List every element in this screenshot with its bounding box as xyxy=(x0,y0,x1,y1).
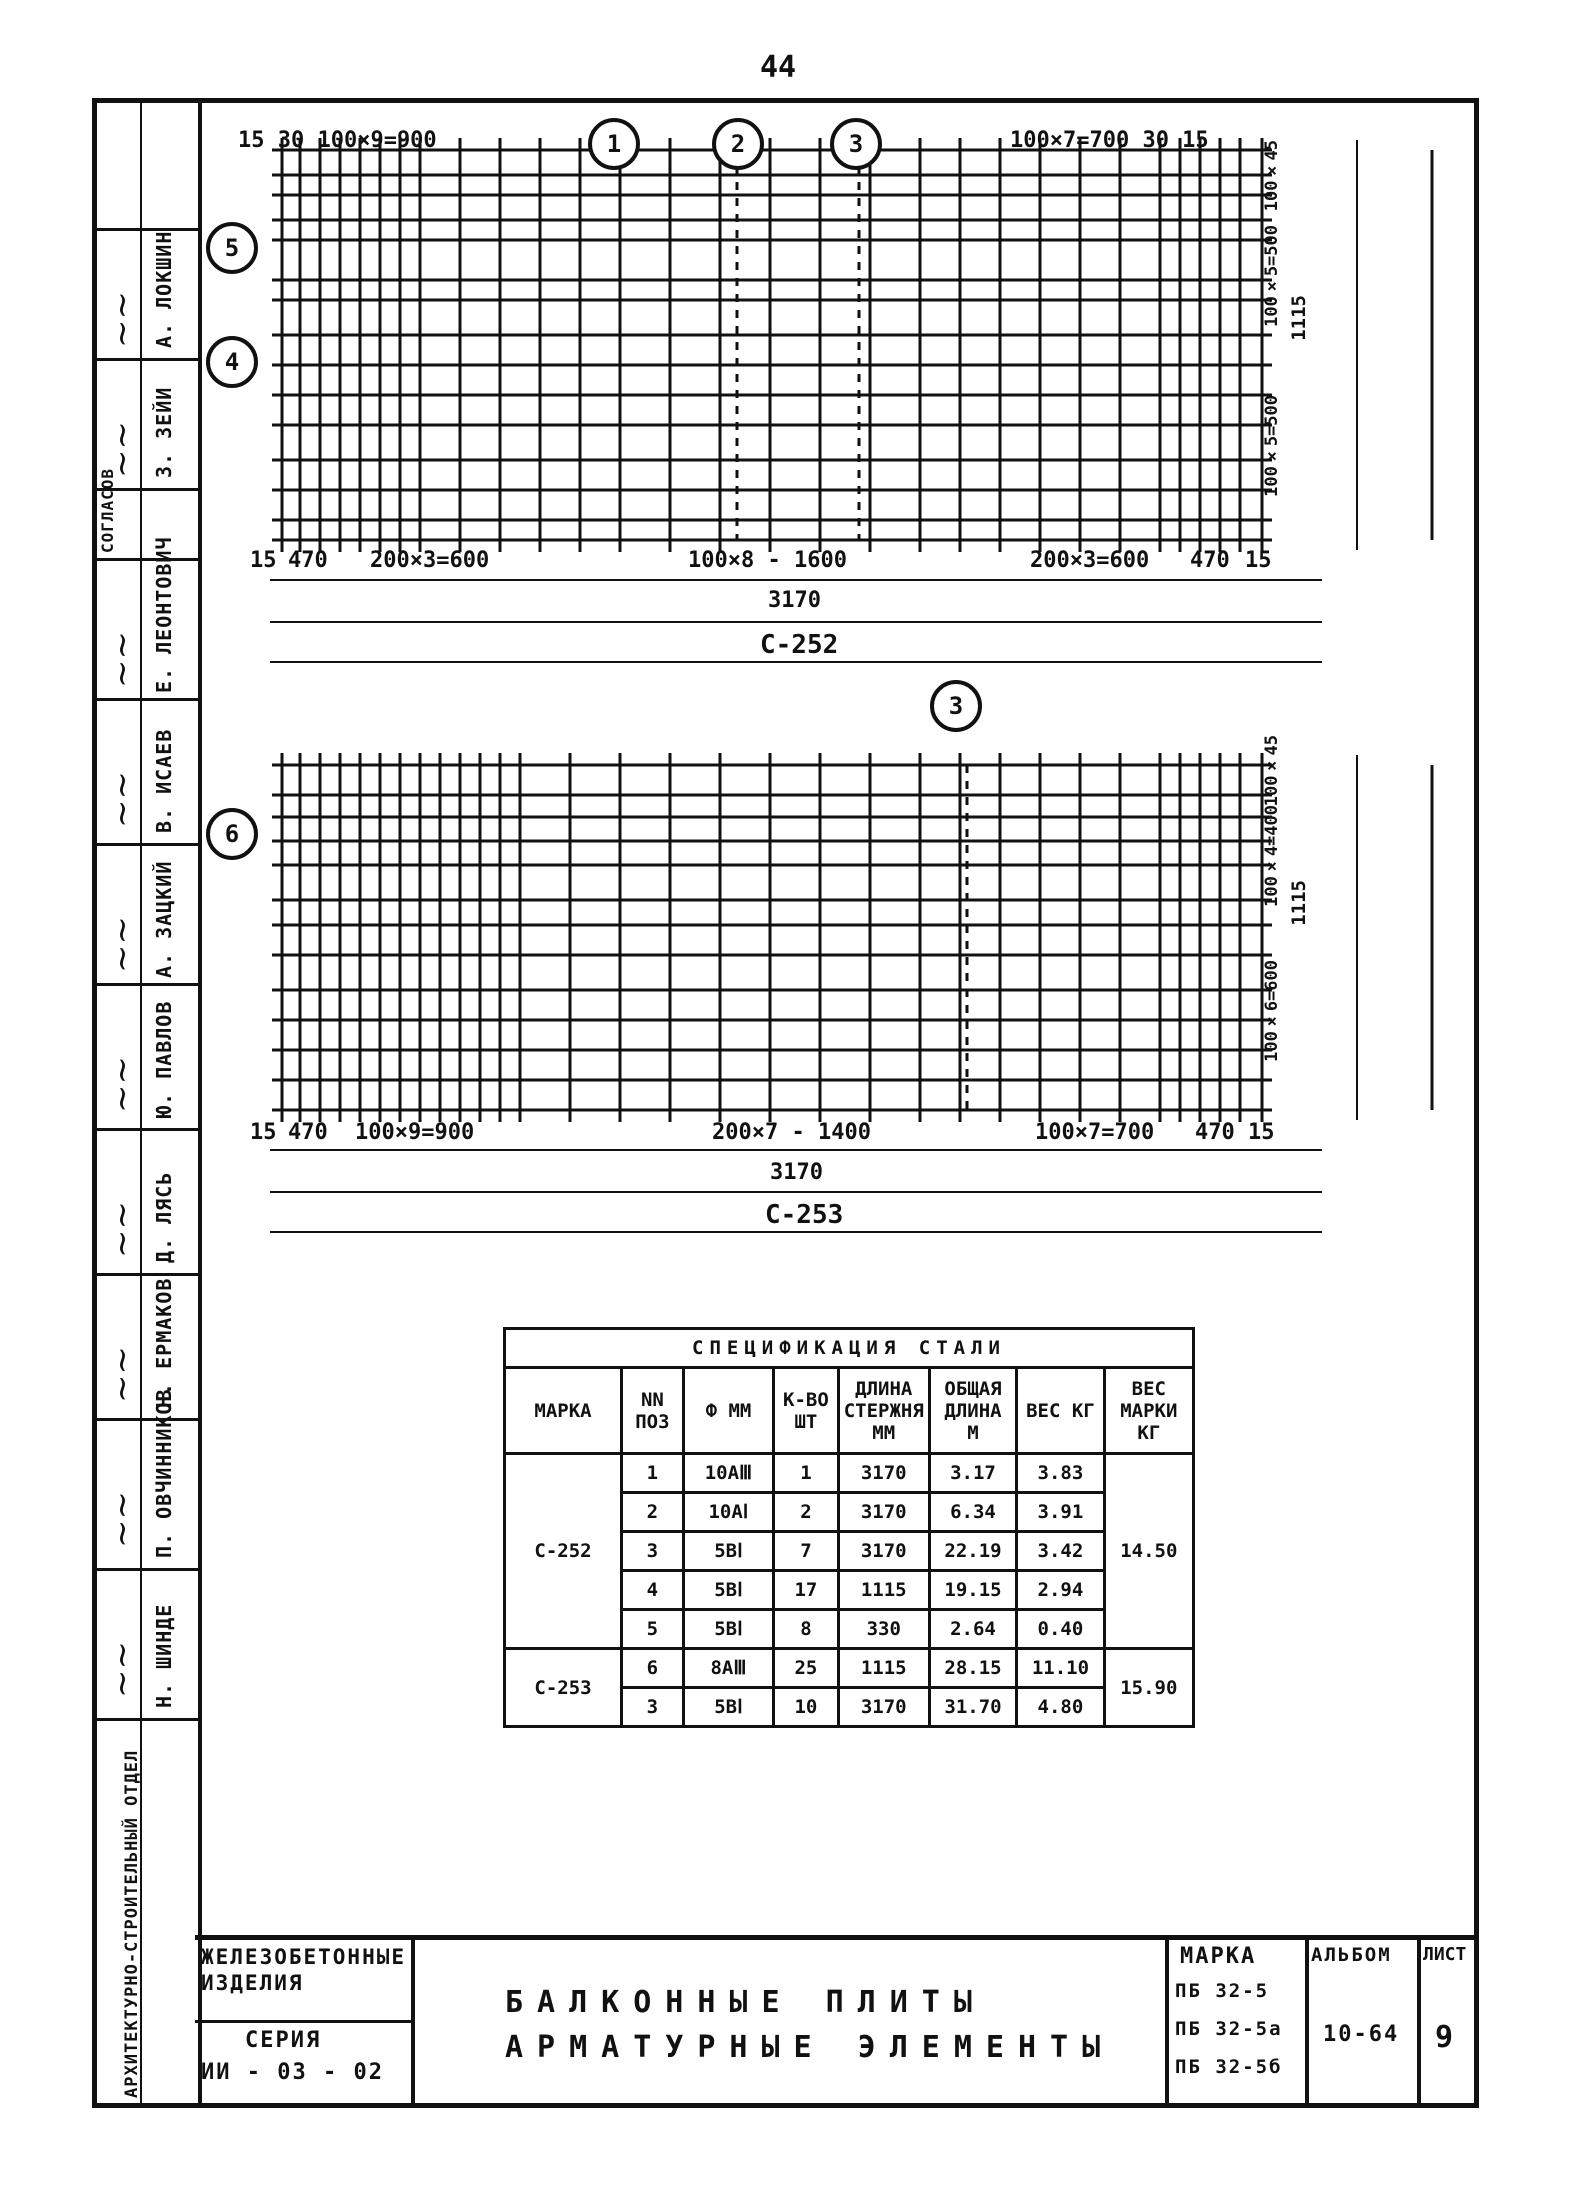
grid1-right-dim-top: 100×45 xyxy=(1262,140,1282,212)
grid2-right-dim-mid: 100×4=400 xyxy=(1262,805,1282,907)
series-label: СЕРИЯ xyxy=(245,2028,322,2053)
divider xyxy=(1305,1940,1309,2108)
grid2-total: 3170 xyxy=(770,1160,823,1185)
marka-value: ПБ 32-5б xyxy=(1175,2056,1283,2078)
callout-3b: 3 xyxy=(930,680,982,732)
cell: 10АⅠ xyxy=(683,1493,773,1532)
album-value: 10-64 xyxy=(1323,2022,1400,2047)
marka-label: МАРКА xyxy=(1180,1944,1257,1969)
cell: 1115 xyxy=(838,1571,929,1610)
stamp-row-line xyxy=(92,228,202,231)
cell: 8АⅢ xyxy=(683,1649,773,1688)
org-stamp: АРХИТЕКТУРНО-СТРОИТЕЛЬНЫЙ ОТДЕЛ xyxy=(122,1749,142,2098)
cell: 2.94 xyxy=(1017,1571,1104,1610)
marka-value: ПБ 32-5 xyxy=(1175,1980,1270,2002)
cell: 3.17 xyxy=(929,1454,1016,1493)
signature: ~~ xyxy=(102,291,142,348)
cell: 5ВⅠ xyxy=(683,1571,773,1610)
cell: 7 xyxy=(774,1532,839,1571)
cell: 6 xyxy=(622,1649,684,1688)
spec-mark: С-253 xyxy=(505,1649,622,1727)
cell: 3.91 xyxy=(1017,1493,1104,1532)
grid1-dim-d: 100×8 - 1600 xyxy=(688,548,847,573)
cell: 3170 xyxy=(838,1493,929,1532)
grid1-mark: С-252 xyxy=(760,630,839,660)
marka-value: ПБ 32-5а xyxy=(1175,2018,1283,2040)
cell: 5ВⅠ xyxy=(683,1688,773,1727)
stamp-name: П. ОВЧИННИКОВ xyxy=(152,1388,176,1558)
grid1-dim-a: 15 xyxy=(250,548,277,573)
cell: 5ВⅠ xyxy=(683,1610,773,1649)
series-divider xyxy=(195,2020,411,2023)
signature: ~~ xyxy=(102,1641,142,1698)
approval-stamp-column xyxy=(92,98,202,2108)
cell: 6.34 xyxy=(929,1493,1016,1532)
grid2-mark: С-253 xyxy=(765,1200,844,1230)
grid1-dim-f: 470 xyxy=(1190,548,1230,573)
cell: 19.15 xyxy=(929,1571,1016,1610)
cell: 8 xyxy=(774,1610,839,1649)
cell: 3.42 xyxy=(1017,1532,1104,1571)
stamp-row-line xyxy=(92,358,202,361)
cell: 3170 xyxy=(838,1532,929,1571)
callout-4: 4 xyxy=(206,336,258,388)
grid1-top-dim-left: 15 30 100×9=900 xyxy=(238,128,437,153)
signature: ~~ xyxy=(102,1056,142,1113)
grid1-right-dim-mid: 100×5=500 xyxy=(1262,225,1282,327)
divider xyxy=(1165,1940,1169,2108)
grid1-dim-c: 200×3=600 xyxy=(370,548,490,573)
grid1-right-dim-low: 100×5=500 xyxy=(1262,395,1282,497)
signature: ~~ xyxy=(102,1491,142,1548)
stamp-row-line xyxy=(92,843,202,846)
stamp-name: Д. ЛЯСЬ xyxy=(152,1171,176,1263)
grid1-top-dim-right: 100×7=700 30 15 xyxy=(1010,128,1209,153)
cell: 1 xyxy=(774,1454,839,1493)
cell: 4 xyxy=(622,1571,684,1610)
stamp-row-line xyxy=(92,698,202,701)
spec-title: СПЕЦИФИКАЦИЯ СТАЛИ xyxy=(505,1329,1194,1368)
spec-header: МАРКА xyxy=(505,1368,622,1454)
stamp-name: Е. ЛЕОНТОВИЧ xyxy=(152,536,176,693)
stamp-name: А. ЗАЦКИЙ xyxy=(152,860,176,978)
table-row xyxy=(505,1649,1194,1688)
grid1-dim-b: 470 xyxy=(288,548,328,573)
table-row xyxy=(505,1454,1194,1493)
stamp-name: В. ИСАЕВ xyxy=(152,728,176,833)
cell: 22.19 xyxy=(929,1532,1016,1571)
callout-2: 2 xyxy=(712,118,764,170)
title-line-1: БАЛКОННЫЕ ПЛИТЫ xyxy=(505,1985,986,2020)
grid2-right-dim-low: 100×6=600 xyxy=(1262,960,1282,1062)
signature: ~~ xyxy=(102,421,142,478)
page-number: 44 xyxy=(760,50,797,85)
grid1-dim-e: 200×3=600 xyxy=(1030,548,1150,573)
cell: 3.83 xyxy=(1017,1454,1104,1493)
stamp-name: Н. ЕРМАКОВ xyxy=(152,1277,176,1408)
series-value: ИИ - 03 - 02 xyxy=(201,2060,384,2085)
cell: 5ВⅠ xyxy=(683,1532,773,1571)
cell: 1115 xyxy=(838,1649,929,1688)
stamp-name: З. ЗЕЙИ xyxy=(152,386,176,478)
signature: ~~ xyxy=(102,1201,142,1258)
stamp-row-line xyxy=(92,1568,202,1571)
stamp-name: А. ЛОКШИН xyxy=(152,230,176,348)
callout-3: 3 xyxy=(830,118,882,170)
spec-header: ВЕС МАРКИ КГ xyxy=(1104,1368,1193,1454)
stamp-row-line xyxy=(92,1273,202,1276)
cell: 25 xyxy=(774,1649,839,1688)
grid2-right-dim-top: 100×45 xyxy=(1262,735,1282,807)
spec-header: NN ПОЗ xyxy=(622,1368,684,1454)
callout-5: 5 xyxy=(206,222,258,274)
cell: 28.15 xyxy=(929,1649,1016,1688)
stamp-row-line xyxy=(92,558,202,561)
cell: 31.70 xyxy=(929,1688,1016,1727)
stamp-name: Ю. ПАВЛОВ xyxy=(152,1000,176,1118)
stamp-row-line xyxy=(92,1418,202,1421)
grid2-right-dim-sub: 1115 xyxy=(1288,880,1310,926)
spec-header: Ф ММ xyxy=(683,1368,773,1454)
cell: 2 xyxy=(774,1493,839,1532)
cell: 3170 xyxy=(838,1688,929,1727)
signature: ~~ xyxy=(102,771,142,828)
grid2-dim-g: 15 xyxy=(1248,1120,1275,1145)
grid1-right-dim-sub: 1115 xyxy=(1288,295,1310,341)
grid2-dim-d: 200×7 - 1400 xyxy=(712,1120,871,1145)
grid1-dim-g: 15 xyxy=(1245,548,1272,573)
grid2-dim-a: 15 xyxy=(250,1120,277,1145)
callout-1: 1 xyxy=(588,118,640,170)
spec-mark-weight: 14.50 xyxy=(1104,1454,1193,1649)
signature: ~~ xyxy=(102,631,142,688)
sheet-value: 9 xyxy=(1435,2020,1456,2055)
cell: 3170 xyxy=(838,1454,929,1493)
spec-header: ОБЩАЯ ДЛИНА М xyxy=(929,1368,1016,1454)
cell: 5 xyxy=(622,1610,684,1649)
album-label: АЛЬБОМ xyxy=(1311,1944,1392,1966)
cell: 3 xyxy=(622,1688,684,1727)
cell: 2.64 xyxy=(929,1610,1016,1649)
grid1-total: 3170 xyxy=(768,588,821,613)
cell: 10АⅢ xyxy=(683,1454,773,1493)
cell: 2 xyxy=(622,1493,684,1532)
cell: 1 xyxy=(622,1454,684,1493)
steel-specification-table xyxy=(503,1327,1195,1728)
cell: 17 xyxy=(774,1571,839,1610)
grid2-dim-b: 470 xyxy=(288,1120,328,1145)
stamp-row-line xyxy=(92,1128,202,1131)
cell: 4.80 xyxy=(1017,1688,1104,1727)
title-block xyxy=(195,1935,1479,2108)
cell: 0.40 xyxy=(1017,1610,1104,1649)
divider xyxy=(1417,1940,1421,2108)
grid2-dim-c: 100×9=900 xyxy=(355,1120,475,1145)
stamp-row-line xyxy=(92,983,202,986)
spec-mark: С-252 xyxy=(505,1454,622,1649)
grid2-dim-e: 100×7=700 xyxy=(1035,1120,1155,1145)
grid2-dim-f: 470 xyxy=(1195,1120,1235,1145)
cell: 330 xyxy=(838,1610,929,1649)
spec-header: К-ВО ШТ xyxy=(774,1368,839,1454)
cell: 10 xyxy=(774,1688,839,1727)
spec-mark-weight: 15.90 xyxy=(1104,1649,1193,1727)
cell: 3 xyxy=(622,1532,684,1571)
signature: ~~ xyxy=(102,916,142,973)
signature: ~~ xyxy=(102,1346,142,1403)
stamp-name: Н. ШИНДЕ xyxy=(152,1603,176,1708)
stamp-row-line xyxy=(92,1718,202,1721)
callout-6: 6 xyxy=(206,808,258,860)
spec-header: ВЕС КГ xyxy=(1017,1368,1104,1454)
spec-header: ДЛИНА СТЕРЖНЯ ММ xyxy=(838,1368,929,1454)
series-cell xyxy=(195,1940,415,2108)
title-line-2: АРМАТУРНЫЕ ЭЛЕМЕНТЫ xyxy=(505,2030,1115,2065)
cell: 11.10 xyxy=(1017,1649,1104,1688)
series-title: ЖЕЛЕЗОБЕТОННЫЕ ИЗДЕЛИЯ xyxy=(201,1945,407,1995)
stamp-name: СОГЛАСОВ xyxy=(98,467,117,553)
sheet-label: ЛИСТ xyxy=(1423,1944,1467,1965)
